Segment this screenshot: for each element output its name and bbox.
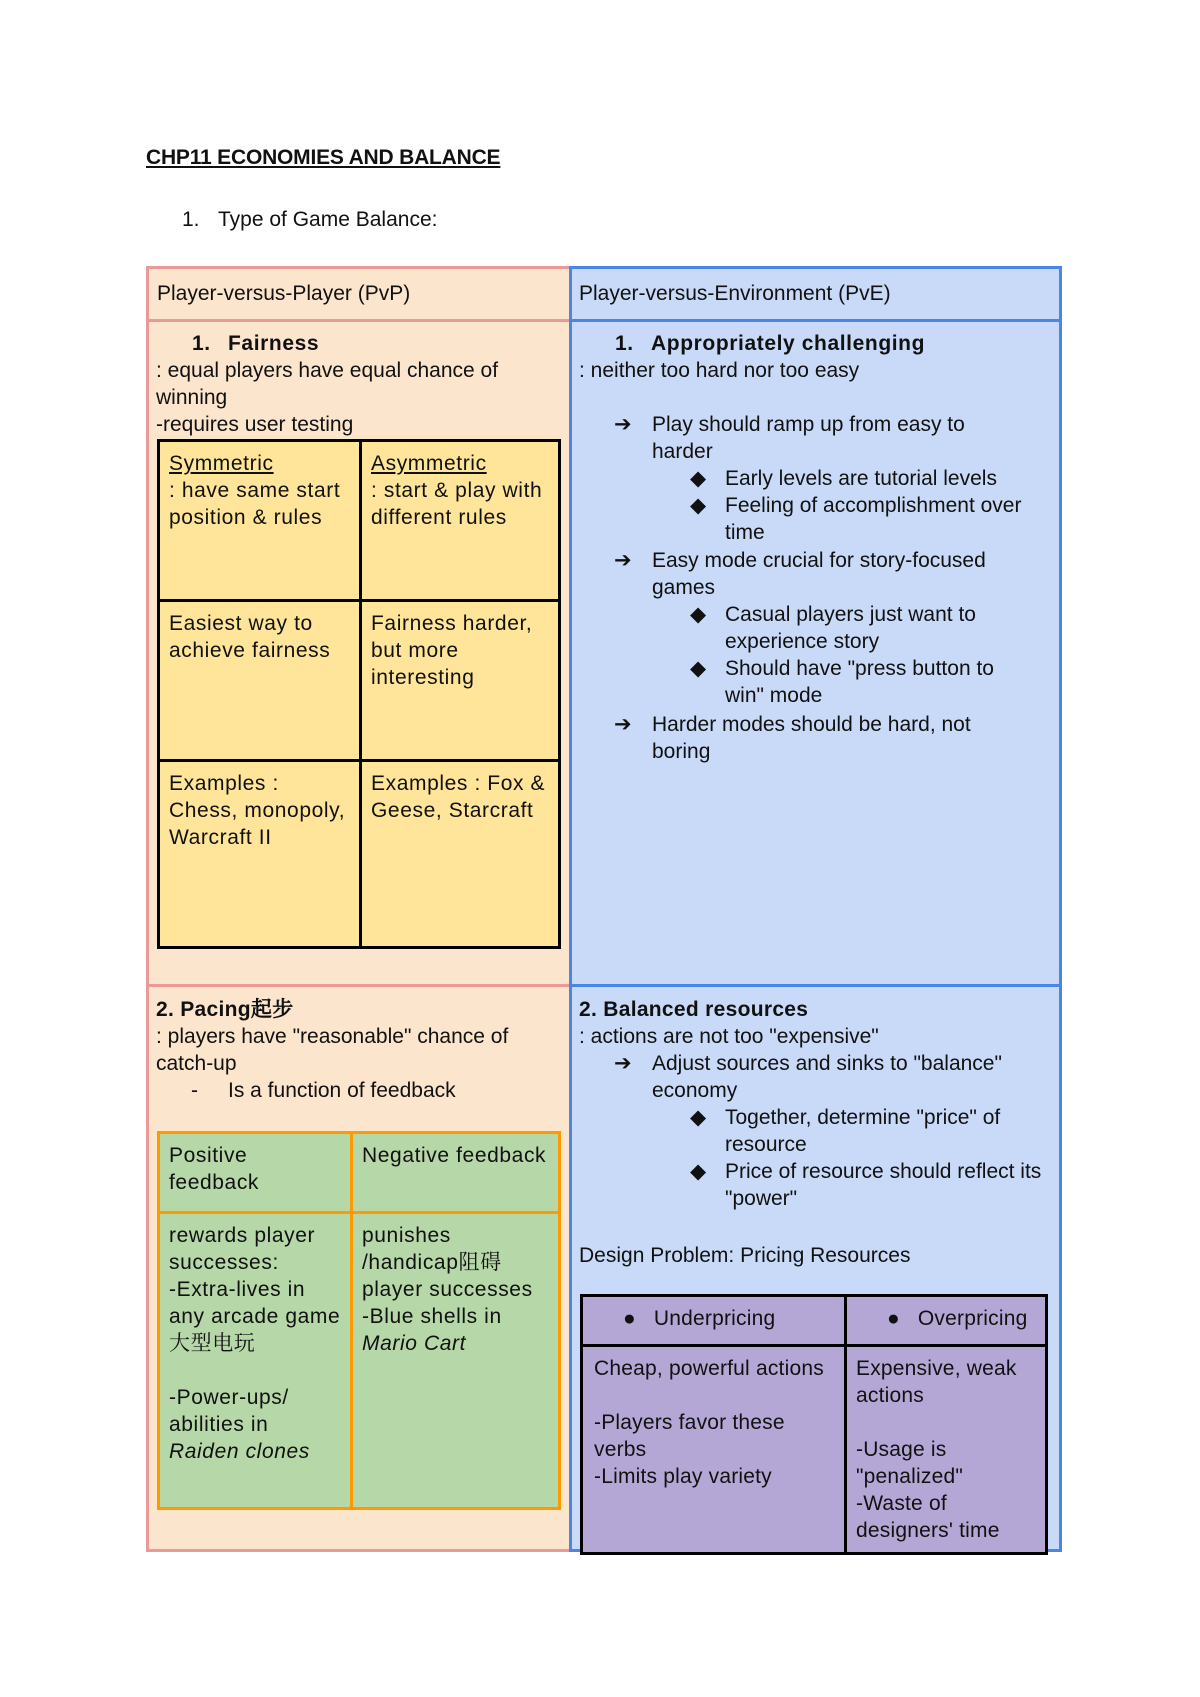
list-number: 1. — [182, 208, 200, 231]
pacing-sub: Is a function of feedback — [228, 1079, 456, 1102]
overpricing-text: -Usage is "penalized" — [856, 1438, 964, 1488]
positive-feedback-text: Raiden clones — [169, 1440, 310, 1463]
overpricing-text: Expensive, weak actions — [856, 1357, 1017, 1407]
pve-header-cell — [570, 268, 1060, 321]
diamond-bullet-icon: ◆ — [690, 657, 707, 680]
diamond-bullet-icon: ◆ — [690, 494, 707, 517]
negative-feedback-title: Negative feedback — [352, 1133, 560, 1213]
challenge-heading — [615, 330, 925, 357]
table-border — [1059, 266, 1062, 1552]
design-problem: Design Problem: Pricing Resources — [579, 1244, 911, 1267]
symmetric-note: Easiest way to achieve fairness — [159, 601, 361, 761]
underpricing-header — [582, 1296, 846, 1346]
fairness-desc: : equal players have equal chance of — [156, 359, 499, 382]
challenge-bullet: Harder modes should be hard, not boring — [652, 713, 971, 763]
pvp-header: Player-versus-Player (PvP) — [157, 282, 411, 305]
table-border — [146, 266, 149, 1552]
underpricing-title: Underpricing — [653, 1307, 776, 1330]
table-border — [146, 1549, 570, 1552]
section-heading-text: Type of Game Balance: — [218, 208, 438, 231]
fairness-heading-text: Fairness — [228, 332, 320, 355]
arrow-bullet-icon: ➔ — [614, 713, 632, 736]
positive-feedback-text: rewards player successes: — [169, 1224, 316, 1274]
page-title: CHP11 ECONOMIES AND BALANCE — [146, 146, 501, 169]
table-border — [569, 266, 572, 1552]
symmetric-cell — [159, 441, 361, 601]
symmetry-table — [157, 439, 561, 949]
symmetric-desc: : have same start position & rules — [169, 479, 341, 529]
challenge-subbullet: Should have "press button to win" mode — [725, 657, 994, 707]
challenge-subbullet: Feeling of accomplishment over time — [725, 494, 1022, 544]
resources-heading: 2. Balanced resources — [579, 998, 809, 1021]
bullet-icon: ● — [887, 1307, 900, 1330]
table-border — [146, 984, 570, 987]
overpricing-title: Overpricing — [917, 1307, 1028, 1330]
positive-feedback-text: -Power-ups/ abilities in — [169, 1386, 289, 1436]
challenge-subbullet: Early levels are tutorial levels — [725, 467, 997, 490]
underpricing-text: -Players favor these verbs — [594, 1411, 785, 1461]
bullet-icon: ● — [623, 1307, 636, 1330]
pacing-heading: 2. Pacing起步 — [156, 998, 294, 1021]
overpricing-body — [846, 1346, 1047, 1554]
overpricing-text: -Waste of designers' time — [856, 1492, 1000, 1542]
list-number: 1. — [615, 332, 634, 355]
asymmetric-cell — [361, 441, 560, 601]
resources-subbullet: Together, determine "price" of resource — [725, 1106, 1001, 1156]
arrow-bullet-icon: ➔ — [614, 549, 632, 572]
pricing-table — [580, 1294, 1048, 1555]
table-border — [569, 266, 1062, 269]
asymmetric-title: Asymmetric — [371, 452, 487, 475]
list-number: 1. — [192, 332, 211, 355]
positive-feedback-text: -Extra-lives in any arcade game大型电玩 — [169, 1278, 341, 1355]
resources-subbullet: Price of resource should reflect its "power" — [725, 1160, 1042, 1210]
resources-desc: : actions are not too "expensive" — [579, 1025, 879, 1048]
diamond-bullet-icon: ◆ — [690, 467, 707, 490]
challenge-desc: : neither too hard nor too easy — [579, 359, 860, 382]
underpricing-body — [582, 1346, 846, 1554]
asymmetric-examples: Examples : Fox & Geese, Starcraft — [361, 761, 560, 948]
symmetric-title: Symmetric — [169, 452, 274, 475]
pacing-desc: catch-up — [156, 1052, 237, 1075]
negative-feedback-text: -Blue shells in — [362, 1305, 502, 1328]
diamond-bullet-icon: ◆ — [690, 603, 707, 626]
pve-header: Player-versus-Environment (PvE) — [579, 282, 891, 305]
resources-bullet: Adjust sources and sinks to "balance" economy — [652, 1052, 1002, 1102]
pvp-header-cell — [148, 268, 570, 321]
fairness-desc: winning — [156, 386, 228, 409]
positive-feedback-title: Positive feedback — [159, 1133, 352, 1213]
table-border — [146, 319, 570, 322]
section-heading — [182, 208, 437, 232]
negative-feedback-text: Mario Cart — [362, 1332, 467, 1355]
overpricing-header — [846, 1296, 1047, 1346]
underpricing-text: Cheap, powerful actions — [594, 1357, 824, 1380]
underpricing-text: -Limits play variety — [594, 1465, 772, 1488]
positive-feedback-body — [159, 1213, 352, 1509]
negative-feedback-body — [352, 1213, 560, 1509]
pacing-desc: : players have "reasonable" chance of — [156, 1025, 509, 1048]
challenge-heading-text: Appropriately challenging — [651, 332, 926, 355]
negative-feedback-text: punishes /handicap阻碍 player successes — [362, 1224, 533, 1301]
asymmetric-note: Fairness harder, but more interesting — [361, 601, 560, 761]
symmetric-examples: Examples : Chess, monopoly, Warcraft II — [159, 761, 361, 948]
challenge-subbullet: Casual players just want to experience story — [725, 603, 976, 653]
fairness-heading — [192, 330, 319, 357]
fairness-desc: -requires user testing — [156, 413, 354, 436]
arrow-bullet-icon: ➔ — [614, 1052, 632, 1075]
table-border — [146, 266, 570, 269]
dash-bullet-icon: - — [191, 1079, 198, 1102]
diamond-bullet-icon: ◆ — [690, 1160, 707, 1183]
table-border — [569, 319, 1062, 322]
diamond-bullet-icon: ◆ — [690, 1106, 707, 1129]
feedback-table — [157, 1131, 561, 1510]
challenge-bullet: Play should ramp up from easy to harder — [652, 413, 965, 463]
table-border — [569, 984, 1062, 987]
challenge-bullet: Easy mode crucial for story-focused games — [652, 549, 986, 599]
arrow-bullet-icon: ➔ — [614, 413, 632, 436]
asymmetric-desc: : start & play with different rules — [371, 479, 543, 529]
